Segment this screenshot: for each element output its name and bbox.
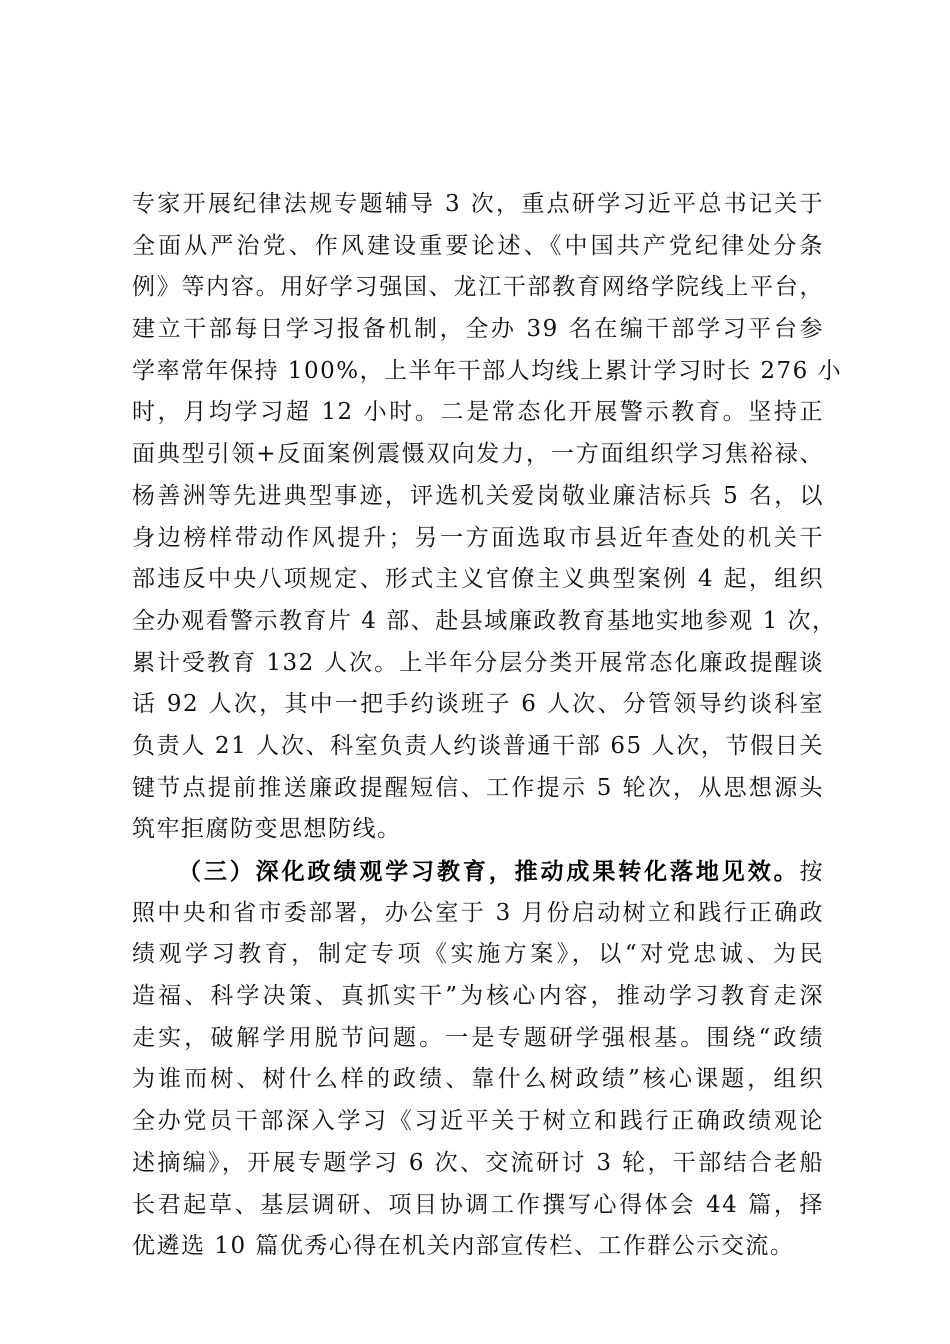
paragraph-line: 为谁而树、树什么样的政绩、靠什么树政绩”核心课题，组织 (132, 1066, 824, 1093)
section-heading: （三）深化政绩观学习教育，推动成果转化落地见效。 (178, 858, 800, 885)
document-body (132, 184, 843, 1268)
paragraph-line: 例》等内容。用好学习强国、龙江干部教育网络学院线上平台， (132, 274, 824, 301)
paragraph-line: 负责人 21 人次、科室负责人约谈普通干部 65 人次，节假日关 (132, 732, 824, 759)
paragraph-line: 绩观学习教育，制定专项《实施方案》，以“对党忠诚、为民 (132, 941, 824, 968)
paragraph-line: 话 92 人次，其中一把手约谈班子 6 人次、分管领导约谈科室 (132, 691, 824, 718)
paragraph-line: 全面从严治党、作风建设重要论述、《中国共产党纪律处分条 (132, 232, 824, 259)
paragraph-line: 全办观看警示教育片 4 部、赴县域廉政教育基地实地参观 1 次， (132, 607, 837, 634)
paragraph-line: 走实，破解学用脱节问题。一是专题研学强根基。围绕“政绩 (132, 1024, 824, 1051)
paragraph-line: 面典型引领+反面案例震慑双向发力，一方面组织学习焦裕禄、 (132, 441, 824, 468)
paragraph-line: 部违反中央八项规定、形式主义官僚主义典型案例 4 起，组织 (132, 566, 824, 593)
paragraph-line: 身边榜样带动作风提升；另一方面选取市县近年查处的机关干 (132, 524, 824, 551)
paragraph-line: 筑牢拒腐防变思想防线。 (132, 816, 402, 843)
paragraph-line: 全办党员干部深入学习《习近平关于树立和践行正确政绩观论 (132, 1108, 824, 1135)
paragraph-line: 学率常年保持 100%，上半年干部人均线上累计学习时长 276 小 (132, 357, 843, 384)
paragraph-line: 建立干部每日学习报备机制，全办 39 名在编干部学习平台参 (132, 316, 824, 343)
section-heading-trailing-text: 按 (799, 859, 824, 885)
paragraph-line: 长君起草、基层调研、项目协调工作撰写心得体会 44 篇，择 (132, 1191, 824, 1218)
paragraph-line: 累计受教育 132 人次。上半年分层分类开展常态化廉政提醒谈 (132, 649, 824, 676)
paragraph-line: 杨善洲等先进典型事迹，评选机关爱岗敬业廉洁标兵 5 名，以 (132, 482, 824, 509)
paragraph-line: 造福、科学决策、真抓实干”为核心内容，推动学习教育走深 (132, 983, 824, 1010)
paragraph-line: 照中央和省市委部署，办公室于 3 月份启动树立和践行正确政 (132, 899, 824, 926)
paragraph-line: 时，月均学习超 12 小时。二是常态化开展警示教育。坚持正 (132, 399, 824, 426)
paragraph-line: 述摘编》，开展专题学习 6 次、交流研讨 3 轮，干部结合老船 (132, 1149, 824, 1176)
paragraph-line: 专家开展纪律法规专题辅导 3 次，重点研学习近平总书记关于 (132, 191, 824, 217)
paragraph-line: 键节点提前推送廉政提醒短信、工作提示 5 轮次，从思想源头 (132, 774, 824, 801)
paragraph-line: 优遴选 10 篇优秀心得在机关内部宣传栏、工作群公示交流。 (132, 1233, 795, 1260)
section-heading-line (132, 851, 824, 893)
